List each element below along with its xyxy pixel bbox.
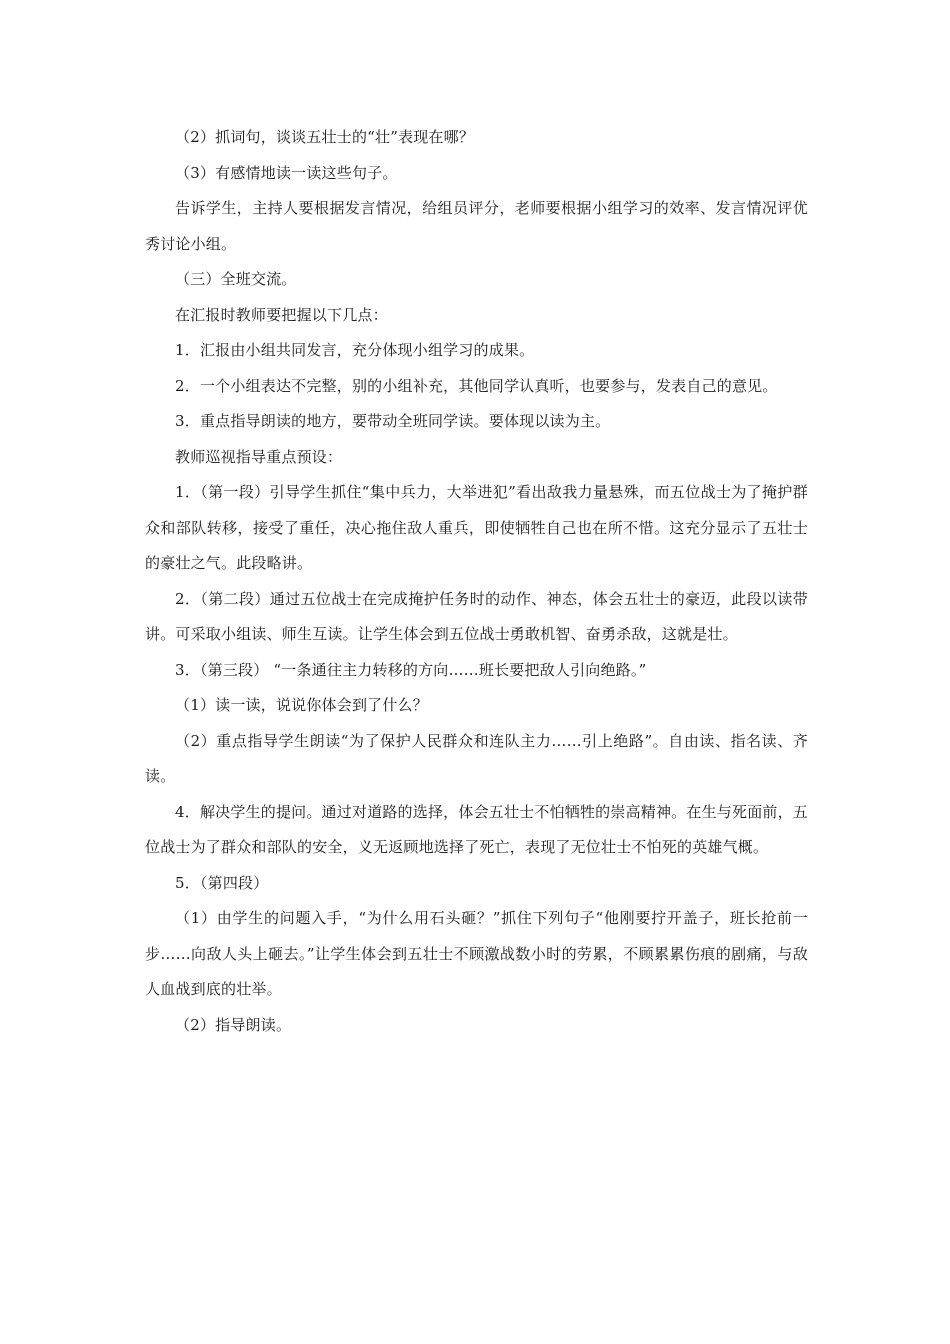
paragraph-17: （1）由学生的问题入手，“为什么用石头砸？”抓住下列句子“他刚要拧开盖子，班长抢前一步……向敌人头上砸去。”让学生体会到五壮士不顾激战数小时的劳累，不顾累累伤痕的剧痛，与敌人血战到底的壮举。 xyxy=(145,909,808,998)
paragraph-8: 3．重点指导朗读的地方，要带动全班同学读。要体现以读为主。 xyxy=(175,412,611,430)
paragraph-1: （2）抓词句，谈谈五壮士的“壮”表现在哪？ xyxy=(175,128,475,146)
paragraph-4: （三）全班交流。 xyxy=(175,270,297,288)
paragraph-7: 2．一个小组表达不完整，别的小组补充，其他同学认真听，也要参与，发表自己的意见。 xyxy=(175,376,778,395)
paragraph-15: 4．解决学生的提问。通过对道路的选择，体会五壮士不怕牺牲的崇高精神。在生与死面前，五位战士为了群众和部队的安全，义无返顾地选择了死亡，表现了无位壮士不怕死的英雄气概。 xyxy=(145,802,808,856)
paragraph-6: 1．汇报由小组共同发言，充分体现小组学习的成果。 xyxy=(175,341,535,359)
document-body xyxy=(145,120,808,1043)
paragraph-10: 1．（第一段）引导学生抓住“集中兵力，大举进犯”看出敌我力量悬殊，而五位战士为了掩护群众和部队转移，接受了重任，决心拖住敌人重兵，即使牺牲自己也在所不惜。这充分显示了五壮士的豪壮之气。此段略讲。 xyxy=(145,483,808,572)
paragraph-18: （2）指导朗读。 xyxy=(175,1015,292,1034)
paragraph-14: （2）重点指导学生朗读“为了保护人民群众和连队主力……引上绝路”。自由读、指名读、齐读。 xyxy=(145,731,808,785)
paragraph-12: 3．（第三段） “一条通往主力转移的方向……班长要把敌人引向绝路。” xyxy=(175,660,647,679)
paragraph-9: 教师巡视指导重点预设： xyxy=(175,447,343,466)
paragraph-11: 2．（第二段）通过五位战士在完成掩护任务时的动作、神态，体会五壮士的豪迈，此段以读带讲。可采取小组读、师生互读。让学生体会到五位战士勇敢机智、奋勇杀敌，这就是壮。 xyxy=(145,589,808,643)
paragraph-5: 在汇报时教师要把握以下几点： xyxy=(175,305,388,324)
paragraph-13: （1）读一读，说说你体会到了什么？ xyxy=(175,696,428,714)
paragraph-3: 告诉学生，主持人要根据发言情况，给组员评分，老师要根据小组学习的效率、发言情况评优秀讨论小组。 xyxy=(145,199,808,253)
paragraph-2: （3）有感情地读一读这些句子。 xyxy=(175,163,398,182)
paragraph-16: 5．（第四段） xyxy=(175,873,269,892)
